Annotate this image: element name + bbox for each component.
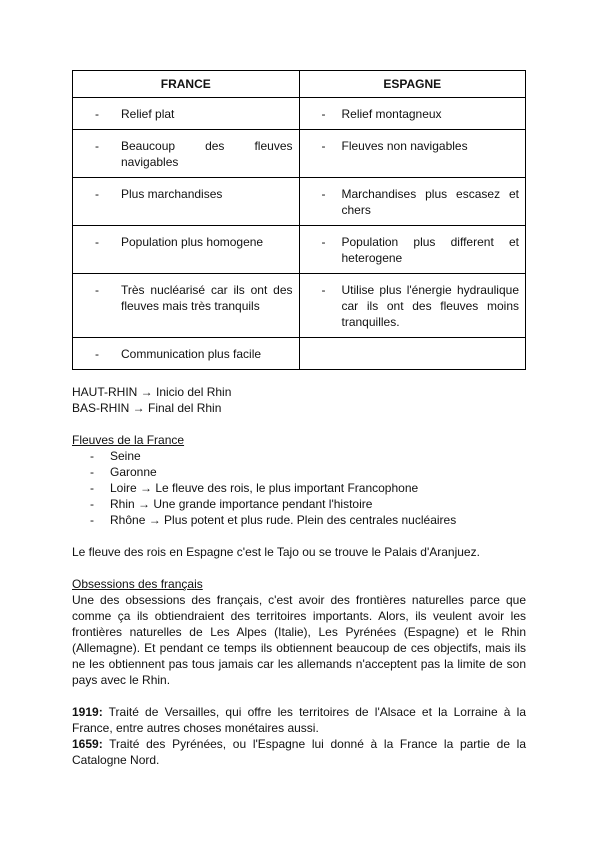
dash-marker: -	[321, 107, 326, 121]
table-row	[73, 178, 526, 226]
cell-text: Marchandises plus escasez et chers	[341, 187, 519, 217]
dash-marker: -	[90, 497, 94, 511]
header-espagne: ESPAGNE	[299, 71, 526, 98]
table-cell	[299, 130, 526, 178]
list-item	[72, 496, 526, 512]
date-text: Traité des Pyrénées, ou l'Espagne lui donné à la France la partie de la Catalogne Nord.	[72, 737, 527, 767]
dash-marker: -	[90, 465, 94, 479]
cell-text: Relief montagneux	[341, 107, 442, 121]
cell-text: Relief plat	[121, 107, 175, 121]
table-cell	[299, 178, 526, 226]
header-france: FRANCE	[73, 71, 300, 98]
table-cell	[299, 98, 526, 130]
dash-marker: -	[95, 139, 99, 153]
dash-marker: -	[321, 283, 326, 297]
date-entry-1659	[72, 736, 526, 768]
dash-marker: -	[95, 187, 99, 201]
dash-marker: -	[321, 139, 326, 153]
date-text: Traité de Versailles, qui offre les territoires de l'Alsace et la Lorraine à la France, entre autres choses monétaires aussi.	[72, 705, 526, 735]
dash-marker: -	[321, 187, 326, 201]
table-row	[73, 130, 526, 178]
cell-text: Utilise plus l'énergie hydraulique car ils ont des fleuves moins tranquilles.	[341, 283, 519, 329]
list-item-text: Garonne	[110, 465, 157, 479]
dash-marker: -	[95, 235, 99, 249]
table-header-row	[73, 71, 526, 98]
dash-marker: -	[321, 235, 326, 249]
cell-text: Fleuves non navigables	[341, 139, 468, 153]
list-item	[72, 464, 526, 480]
dash-marker: -	[90, 449, 94, 463]
table-row	[73, 98, 526, 130]
dash-marker: -	[95, 283, 99, 297]
table-row	[73, 338, 526, 370]
list-item	[72, 448, 526, 464]
table-cell	[73, 338, 300, 370]
dash-marker: -	[90, 513, 94, 527]
document-page	[72, 70, 526, 768]
dash-marker: -	[95, 107, 99, 121]
list-item-text: Loire → Le fleuve des rois, le plus important Francophone	[110, 481, 419, 495]
table-row	[73, 274, 526, 338]
cell-text: Population plus homogene	[121, 235, 264, 249]
table-cell	[73, 274, 300, 338]
table-row	[73, 226, 526, 274]
cell-text: Population plus different et heterogene	[341, 235, 519, 265]
table-cell	[299, 274, 526, 338]
tajo-sentence: Le fleuve des rois en Espagne c'est le Tajo ou se trouve le Palais d'Aranjuez.	[72, 545, 480, 559]
table-cell	[73, 130, 300, 178]
fleuves-heading: Fleuves de la France	[72, 433, 185, 447]
bas-rhin-line: BAS-RHIN → Final del Rhin	[72, 401, 222, 415]
date-year: 1659:	[72, 737, 103, 751]
comparison-table	[72, 70, 526, 370]
list-item	[72, 480, 526, 496]
cell-text: Plus marchandises	[121, 187, 223, 201]
dash-marker: -	[90, 481, 94, 495]
list-item-text: Rhône → Plus potent et plus rude. Plein des centrales nucléaires	[110, 513, 457, 527]
table-cell	[73, 178, 300, 226]
date-year: 1919:	[72, 705, 103, 719]
cell-text: Très nucléarisé car ils ont des fleuves mais très tranquils	[121, 283, 293, 313]
table-cell	[73, 98, 300, 130]
date-entry-1919	[72, 704, 526, 736]
table-cell	[73, 226, 300, 274]
fleuves-list	[72, 448, 526, 528]
table-cell-empty	[299, 338, 526, 370]
cell-text: Beaucoup des fleuves navigables	[121, 139, 293, 169]
obsessions-heading: Obsessions des français	[72, 577, 203, 591]
dash-marker: -	[95, 347, 99, 361]
cell-text: Communication plus facile	[121, 347, 262, 361]
rhin-lines	[72, 384, 526, 416]
haut-rhin-line: HAUT-RHIN → Inicio del Rhin	[72, 385, 232, 399]
obsessions-paragraph: Une des obsessions des français, c'est avoir des frontières naturelles parce que comme ça ils obtiendraient des territoires importants. Alors, ils veulent avoir les frontières naturelles de Les Alpes (Italie), Les Pyrénées (Espagne) et le Rhin (Allemagne). Et pendant ce temps ils obtiennent beaucoup de ces objectifs, mais ils ne les obtiennent pas tous jamais car les allemands n'acceptent pas la limite de son pays avec le Rhin.	[72, 593, 526, 687]
list-item	[72, 512, 526, 528]
list-item-text: Seine	[110, 449, 141, 463]
table-cell	[299, 226, 526, 274]
list-item-text: Rhin → Une grande importance pendant l'histoire	[110, 497, 373, 511]
